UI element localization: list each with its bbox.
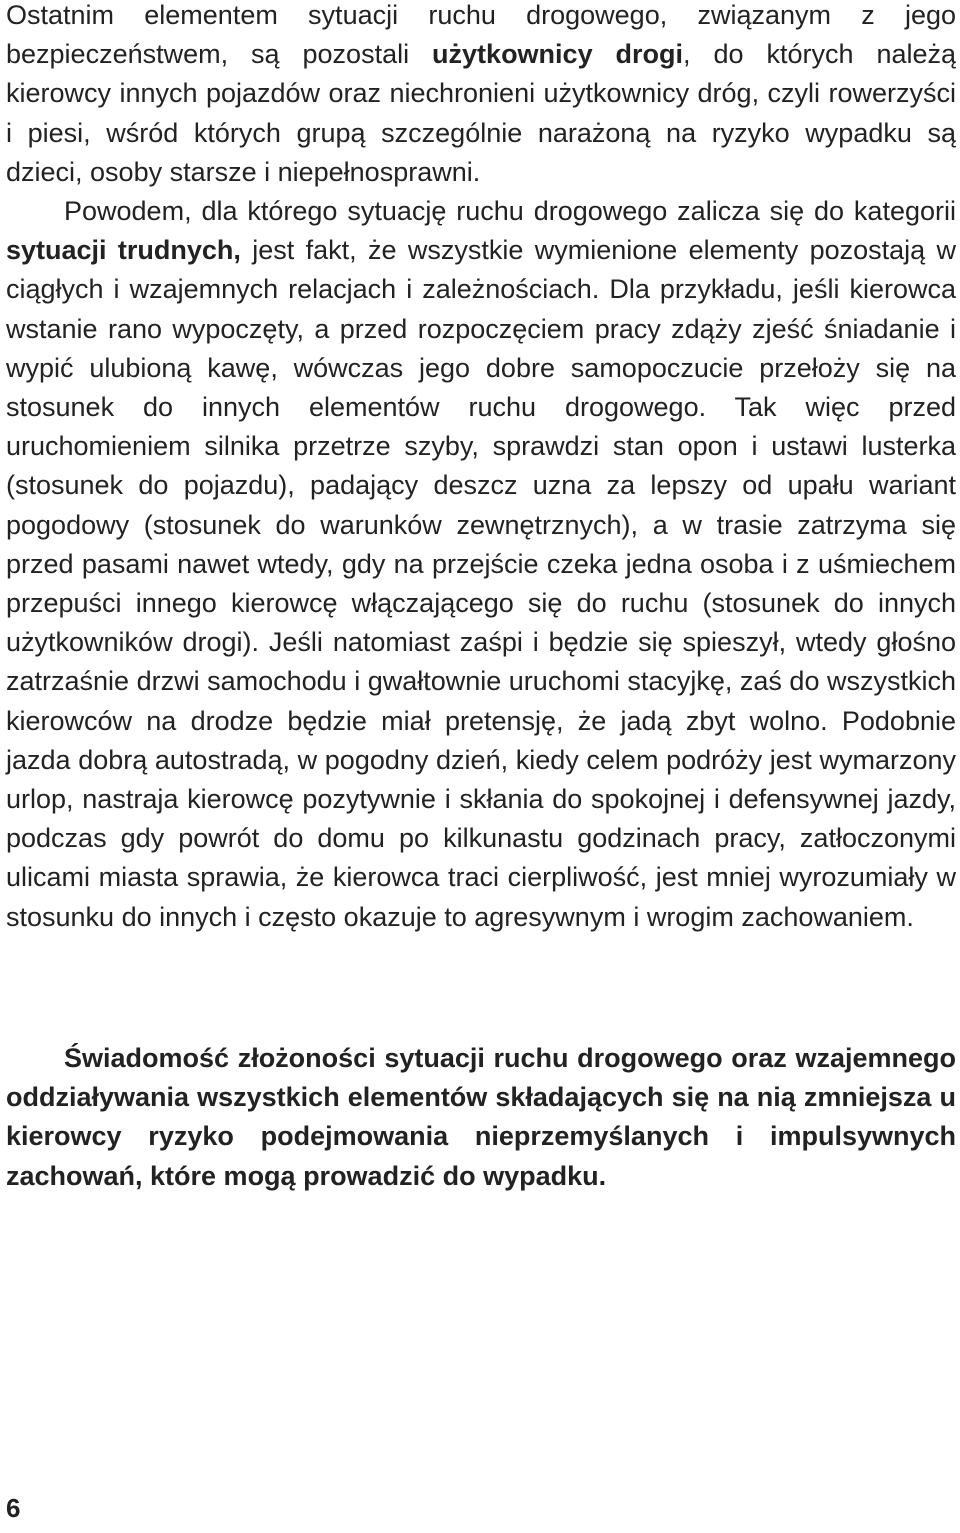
paragraph-2-text-a: Powodem, dla którego sytuację ruchu drogowego zalicza się do kategorii [64, 196, 956, 227]
page-number: 6 [6, 1493, 21, 1523]
summary-block [6, 1039, 956, 1196]
term-road-users: użytkownicy drogi [432, 39, 684, 70]
paragraph-1-text-b: , do których należą kierowcy innych pojazdów oraz niechronieni użytkownicy dróg, czyli rowerzyści i piesi, wśród których grupą szczególnie narażoną na ryzyko wypadku są dzieci, osoby starsze i niepełnosprawni. [6, 39, 957, 187]
body-text [6, 0, 956, 937]
term-difficult-situations: sytuacji trudnych, [6, 235, 241, 266]
summary-paragraph: Świadomość złożoności sytuacji ruchu drogowego oraz wzajemnego oddziaływania wszystkich elementów składających się na nią zmniejsza u kierowcy ryzyko podejmowania nieprzemyślanych i impulsywnych zachowań, które mogą prowadzić do wypadku. [6, 1043, 956, 1191]
paragraph-other-road-users [6, 0, 956, 192]
paragraph-2-text-b: jest fakt, że wszystkie wymienione elementy pozostają w ciągłych i wzajemnych relacjach i zależnościach. Dla przykładu, jeśli kierowca wstanie rano wypoczęty, a przed rozpoczęciem pracy zdąży zjeść śniadanie i wypić ulubioną kawę, wówczas jego dobre samopoczucie przełoży się na stosunek do innych elementów ruchu drogowego. Tak więc przed uruchomieniem silnika przetrze szyby, sprawdzi stan opon i ustawi lusterka (stosunek do pojazdu), padający deszcz uzna za lepszy od upału wariant pogodowy (stosunek do warunków zewnętrznych), a w trasie zatrzyma się przed pasami nawet wtedy, gdy na przejście czeka jedna osoba i z uśmiechem przepuści innego kierowcę włączającego się do ruchu (stosunek do innych użytkowników drogi). Jeśli natomiast zaśpi i będzie się spieszył, wtedy głośno zatrzaśnie drzwi samochodu i gwałtownie uruchomi stacyjkę, zaś do wszystkich kierowców na drodze będzie miał pretensję, że jadą zbyt wolno. Podobnie jazda dobrą autostradą, w pogodny dzień, kiedy celem podróży jest wymarzony urlop, nastraja kierowcę pozytywnie i skłania do spokojnej i defensywnej jazdy, podczas gdy powrót do domu po kilkunastu godzinach pracy, zatłoczonymi ulicami miasta sprawia, że kierowca traci cierpliwość, jest mniej wyrozumiały w stosunku do innych i często okazuje to agresywnym i wrogim zachowaniem. [6, 235, 957, 932]
paragraph-difficult-situations [6, 192, 956, 937]
paragraph-1-text-a: Ostatnim elementem sytuacji ruchu drogowego, związanym z jego bezpieczeństwem, są pozostali [6, 0, 956, 70]
